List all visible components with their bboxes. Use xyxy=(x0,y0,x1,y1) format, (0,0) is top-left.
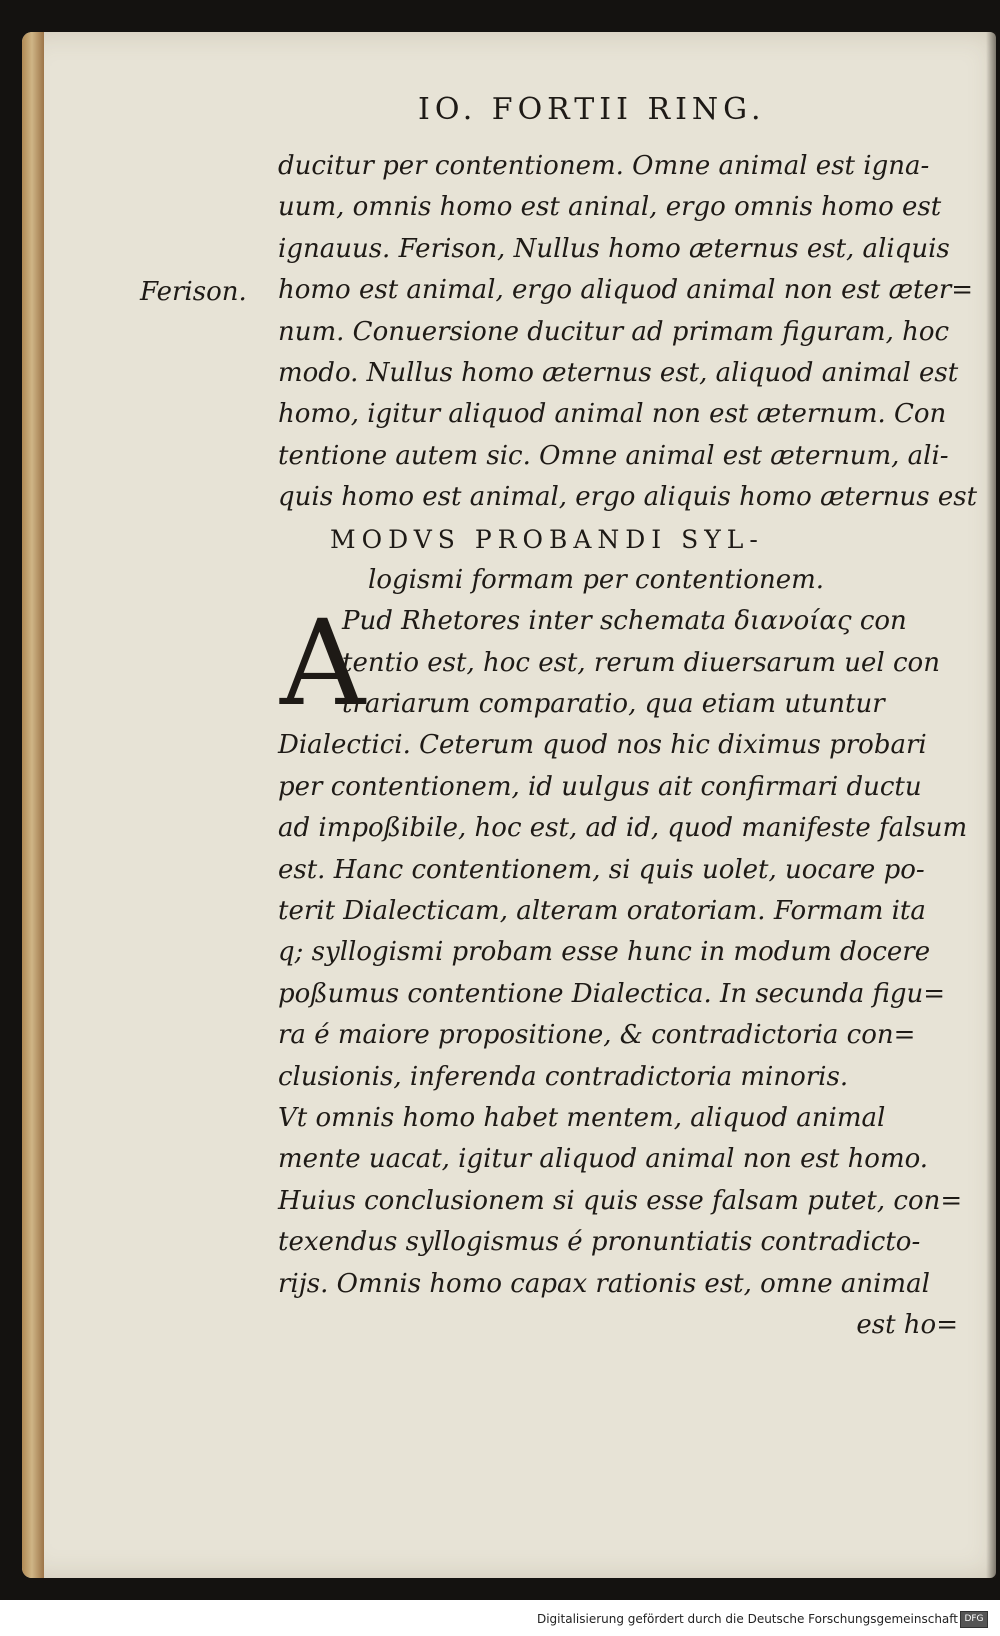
text-line: rijs. Omnis homo capax rationis est, omne animal xyxy=(278,1268,930,1299)
text-line: mente uacat, igitur aliquod animal non est homo. xyxy=(278,1144,929,1175)
main-text-block xyxy=(278,146,978,1346)
text-line: Huius conclusionem si quis esse falsam putet, con= xyxy=(278,1185,963,1216)
text-line: Vt omnis homo habet mentem, aliquod animal xyxy=(278,1102,886,1133)
text-line: terit Dialecticam, alteram oratoriam. Formam ita xyxy=(278,896,926,927)
text-line: homo, igitur aliquod animal non est æternum. Con xyxy=(278,399,947,430)
section-heading: MODVS PROBANDI SYL- xyxy=(330,524,764,554)
text-line: ad impoßibile, hoc est, ad id, quod manifeste falsum xyxy=(278,813,968,844)
text-line: trariarum comparatio, qua etiam utuntur xyxy=(342,689,885,720)
text-line: ignauus. Ferison, Nullus homo æternus est, aliquis xyxy=(278,233,950,264)
text-line: tentione autem sic. Omne animal est æternum, ali- xyxy=(278,440,949,471)
book-spine xyxy=(22,32,44,1578)
text-line: est. Hanc contentionem, si quis uolet, uocare po- xyxy=(278,854,925,885)
page-edge-shadow xyxy=(986,32,996,1578)
text-line: texendus syllogismus é pronuntiatis contradicto- xyxy=(278,1227,921,1258)
text-line: ducitur per contentionem. Omne animal est igna- xyxy=(278,151,930,181)
text-line: q; syllogismi probam esse hunc in modum docere xyxy=(278,937,931,968)
text-line: Dialectici. Ceterum quod nos hic diximus probari xyxy=(278,730,927,761)
dfg-logo-icon: DFG xyxy=(960,1611,988,1628)
section-subheading: logismi formam per contentionem. xyxy=(368,564,825,595)
text-line: per contentionem, id uulgus ait confirmari ductu xyxy=(278,771,922,802)
text-line: clusionis, inferenda contradictoria minoris. xyxy=(278,1061,849,1092)
text-line: ra é maiore propositione, & contradictoria con= xyxy=(278,1020,916,1051)
drop-cap-initial: A xyxy=(280,594,366,732)
text-line: homo est animal, ergo aliquod animal non est æter= xyxy=(278,275,974,306)
text-line: Pud Rhetores inter schemata διανοίας con xyxy=(342,606,907,637)
text-line: uum, omnis homo est aninal, ergo omnis homo est xyxy=(278,192,942,223)
running-head: IO. FORTII RING. xyxy=(418,92,766,127)
funding-notice: Digitalisierung gefördert durch die Deutsche Forschungsgemeinschaft xyxy=(536,1612,958,1626)
text-line: num. Conuersione ducitur ad primam figuram, hoc xyxy=(278,316,950,347)
margin-note: Ferison. xyxy=(140,277,247,307)
text-line: modo. Nullus homo æternus est, aliquod animal est xyxy=(278,357,959,388)
catchword: est ho= xyxy=(856,1309,958,1340)
text-line: poßumus contentione Dialectica. In secunda figu= xyxy=(278,978,946,1009)
text-line: quis homo est animal, ergo aliquis homo æternus est xyxy=(278,482,978,513)
text-line: tentio est, hoc est, rerum diuersarum uel con xyxy=(342,647,940,678)
